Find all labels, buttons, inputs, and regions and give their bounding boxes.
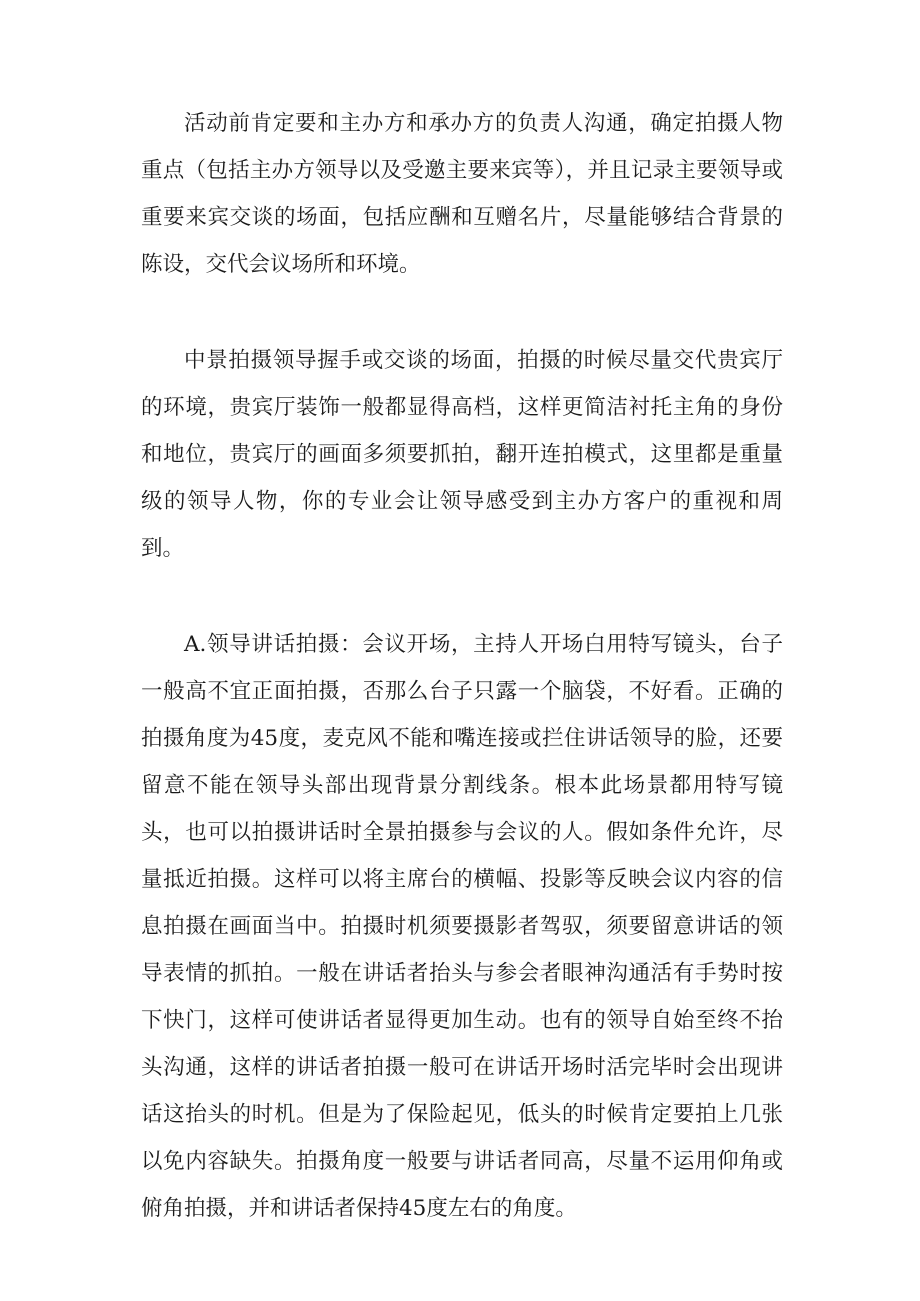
paragraph-speech-shooting: A.领导讲话拍摄：会议开场，主持人开场白用特写镜头，台子一般高不宜正面拍摄，否那么台子只露一个脑袋，不好看。正确的拍摄角度为45度，麦克风不能和嘴连接或拦住讲话领导的脸，还要留意不能在领导头部出现背景分割线条。根本此场景都用特写镜头，也可以拍摄讲话时全景拍摄参与会议的人。假如条件允许，尽量抵近拍摄。这样可以将主席台的横幅、投影等反映会议内容的信息拍摄在画面当中。拍摄时机须要摄影者驾驭，须要留意讲话的领导表情的抓拍。一般在讲话者抬头与参会者眼神沟通活有手势时按下快门，这样可使讲话者显得更加生动。也有的领导自始至终不抬头沟通，这样的讲话者拍摄一般可在讲话开场时活完毕时会出现讲话这抬头的时机。但是为了保险起见，低头的时候肯定要拍上几张以免内容缺失。拍摄角度一般要与讲话者同高，尽量不运用仰角或俯角拍摄，并和讲话者保持45度左右的角度。 bbox=[141, 632, 783, 1221]
paragraph-preparation: 活动前肯定要和主办方和承办方的负责人沟通，确定拍摄人物重点（包括主办方领导以及受邀主要来宾等），并且记录主要领导或重要来宾交谈的场面，包括应酬和互赠名片，尽量能够结合背景的陈设，交代会议场所和环境。 bbox=[141, 111, 783, 277]
document-page bbox=[141, 100, 783, 1232]
paragraph-medium-shot: 中景拍摄领导握手或交谈的场面，拍摄的时候尽量交代贵宾厅的环境，贵宾厅装饰一般都显得高档，这样更简洁衬托主角的身份和地位，贵宾厅的画面多须要抓拍，翻开连拍模式，这里都是重量级的领导人物，你的专业会让领导感受到主办方客户的重视和周到。 bbox=[141, 348, 783, 561]
